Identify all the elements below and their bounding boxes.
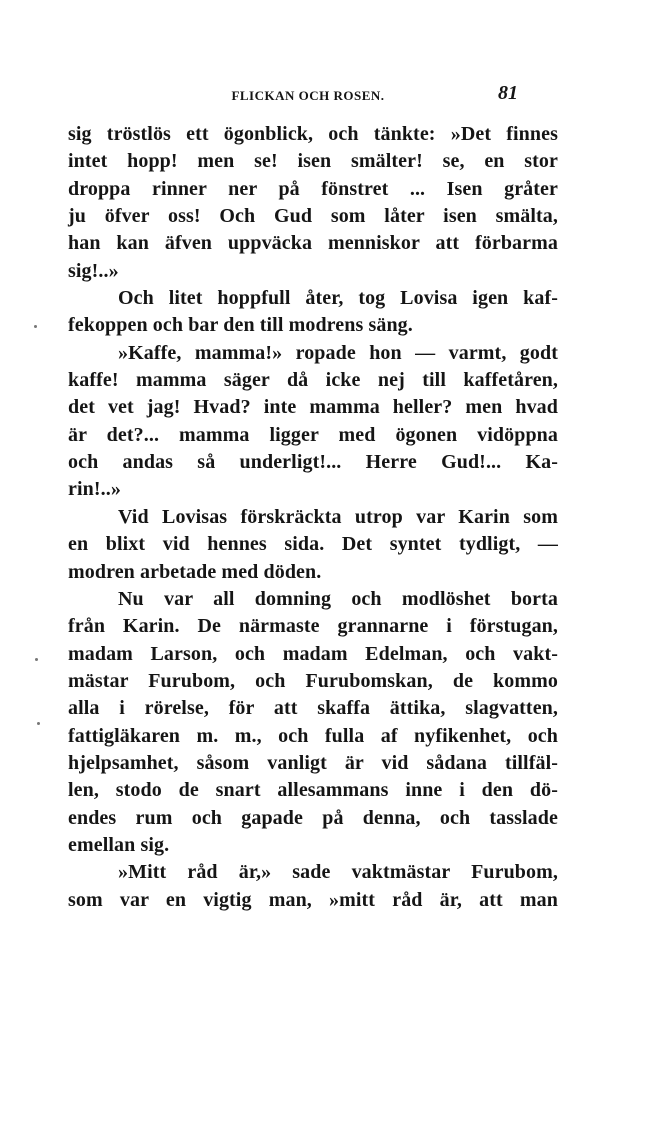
- text-line: är det?... mamma ligger med ögonen vidöppna: [68, 423, 558, 446]
- text-line: madam Larson, och madam Edelman, och vakt-: [68, 642, 558, 665]
- text-line: len, stodo de snart allesammans inne i den dö-: [68, 779, 558, 802]
- text-line: emellan sig.: [68, 833, 170, 856]
- text-line: mästar Furubom, och Furubomskan, de kommo: [68, 669, 558, 692]
- text-line: hjelpsamhet, såsom vanligt är vid sådana tillfäl-: [68, 751, 558, 774]
- text-line: »Mitt råd är,» sade vaktmästar Furubom,: [118, 861, 558, 884]
- text-line: Vid Lovisas förskräckta utrop var Karin som: [118, 505, 558, 528]
- text-line: en blixt vid hennes sida. Det syntet tydligt, —: [68, 533, 558, 556]
- text-line: ju öfver oss! Och Gud som låter isen smälta,: [68, 205, 558, 228]
- text-line: kaffe! mamma säger då icke nej till kaffetåren,: [68, 369, 558, 392]
- text-line: fekoppen och bar den till modrens säng.: [68, 314, 413, 337]
- text-line: »Kaffe, mamma!» ropade hon — varmt, godt: [118, 341, 558, 364]
- text-line: sig tröstlös ett ögonblick, och tänkte: »Det finnes: [68, 123, 558, 145]
- running-title: FLICKAN OCH ROSEN.: [231, 88, 385, 103]
- text-line: endes rum och gapade på denna, och tasslade: [68, 806, 558, 829]
- text-line: som var en vigtig man, »mitt råd är, att man: [68, 888, 558, 911]
- text-line: modren arbetade med döden.: [68, 560, 322, 583]
- text-line: intet hopp! men se! isen smälter! se, en stor: [68, 150, 558, 173]
- margin-speck: [35, 658, 38, 661]
- margin-speck: [34, 325, 37, 328]
- text-line: Nu var all domning och modlöshet borta: [118, 587, 558, 610]
- body-text: [68, 121, 558, 914]
- text-line: fattigläkaren m. m., och fulla af nyfikenhet, och: [68, 724, 558, 747]
- margin-speck: [37, 722, 40, 725]
- text-line: Och litet hoppfull åter, tog Lovisa igen kaf-: [118, 287, 558, 310]
- text-line: han kan äfven uppväcka menniskor att förbarma: [68, 232, 558, 255]
- text-line: sig!..»: [68, 259, 119, 282]
- text-line: från Karin. De närmaste grannarne i förstugan,: [68, 615, 558, 638]
- page-number: 81: [498, 82, 518, 104]
- text-line: det vet jag! Hvad? inte mamma heller? men hvad: [68, 396, 558, 419]
- text-line: rin!..»: [68, 478, 121, 501]
- text-line: alla i rörelse, för att skaffa ättika, slagvatten,: [68, 697, 558, 720]
- text-line: droppa rinner ner på fönstret ... Isen gråter: [68, 177, 558, 200]
- text-line: och andas så underligt!... Herre Gud!... Ka-: [68, 451, 558, 474]
